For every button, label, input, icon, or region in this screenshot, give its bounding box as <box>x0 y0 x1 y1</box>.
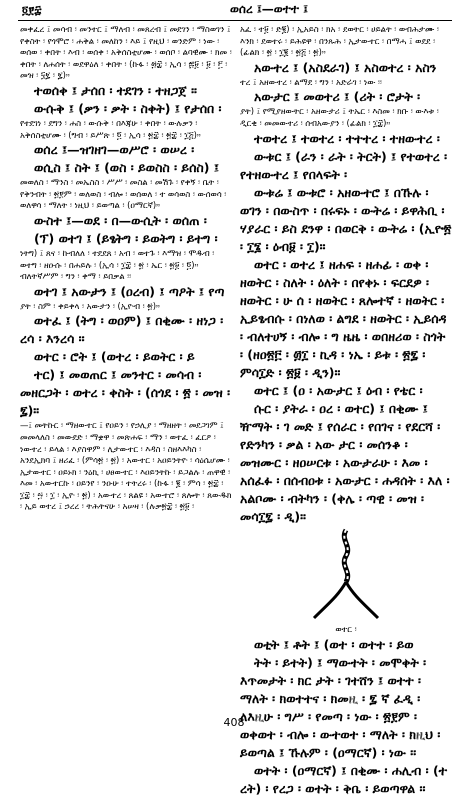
headword-line: አውተረ ፤ (አስደራገ) ፤ አስወተረ ፡ አስን <box>254 59 437 75</box>
definition-text: የተደገነ ፡ ደግን ፡ ሐስ ፡ ውሱቅ ፡ በእጃሁ ፡ ቀበት ፡ ውሉቃን ፡ አቅሰስቲሆሙ ፡ (ግብ ፡ ይሥጽ ፡ ፬ ፡ ኢሳ ፡ ፳፰ ፡ ፳፰ ፡ ፲፭)። <box>20 117 201 140</box>
headword-line: ወቲት ፤ ቶት ፤ (ወተ ፡ ወተተ ፡ ይወ <box>254 636 414 652</box>
headword-line: ወሲስ ፤ ስት ፤ (ወስ ፡ ይወስስ ፡ ይሰስ) ፤ <box>34 160 219 176</box>
definition-text: —፤ መትኩር ፡ ማዘውተር ፤ የዐይን ፡ የኃሊያ ፡ ማዘዘት ፡ መደጋገም ፤ መመላለስ ፡ መውደድ ፡ ማቋዋ ፡ መጽሐፍ ፡ ማን ፡ ወተፈ ፡ ፈርዖ ፡ ነውተረ ፡ ይላል ፡ እያስዋም ፡ ሊታውተር ፡ እዳስ ፡ ስዘእእካስ ፡ አንደኢክባ ፤ ዘሪፈ ፡ (ምሳ፳ ፡ ፳) ፡ አውተር ፡ አዐይንትዮ ፡ ሳዕሴሆሙ ፡ ኢታውተር ፡ ዐይኑክ ፡ ንዕኪ ፡ ሀፀውተር ፡ እዐይንትኩ ፡ ይጋልሉ ፡ ጠዋዊ ፡ እመ ፡ አውተርኩ ፡ ዐይንየ ፡ ንዑሁ ፡ ተትረሩ ፡ (ኩፋ ፡ ፪ ፡ ምሳ ፡ ፳፰ ፡ ፲፰ ፡ ፵ ፡ ፲ ፡ ኢዮ ፡ ፳) ፡ አውተረ ፡ ጸልዩ ፡ አውተሮ ፡ ጸሎት ፡ ጸውዱክ ፡ ኢይ ወተረ ፤ ኃረረ ፡ ትሕትናሁ ፡ አሠዛ ፡ (ሉቃ፳፰ ፡ ፳፱ ፡ <box>20 420 232 512</box>
headword-line: አውታር ፤ መወተሪ ፤ (ሪት ፡ ሮታት ፡ <box>254 89 421 105</box>
headword-line: ወተት ፡ (ዐማርኛ) ፤ በቂሙ ፡ ሐሊብ ፡ (ተ ረት) ፡ የረጋ ፡ ወተት ፡ ቅቤ ፡ ይወጣዋል ፡፡ <box>240 762 448 796</box>
definition-text: መቀፈረ ፤ መሳብ ፡ መንተር ፤ ማለብ ፡ መጸረብ ፤ መደገን ፡ ማስወገን ፤ የቀስት ፡ የጎሞሮ ፡ ሐቅል ፡ መለከን ፡ እይ ፤ የዚህ ፡ ወንድም ፡ ነው ፡ ወሰወ ፡ ቀበት ፡ እብ ፡ ወሰቀ ፡ አቅሰስቲሆሙ ፡ ወሰቦ ፡ ልባዊሙ ፡ ክመ ፡ ቀበት ፡ ለሐሰት ፡ ወደዋዕለ ፡ ቀበት ፡ (ኩፋ ፡ ፴፰ ፡ ኢሳ ፡ ፷፱ ፡ ፱ ፡ ፫ ፡ መዝ ፡ ፶፯ ፡ ፯)። <box>20 24 232 81</box>
header-page-label: ፬፻፰ <box>22 4 42 17</box>
headword-line: ትት ፡ ይተት) ፤ ማውተት ፡ መሞቀት ፡ እጥመታት ፡ ክር ታት ፡ ገተሸን ፤ ወተተ ፡ ማለት ፡ ክወተተና ፡ ክመዚ ፡ ፯ ኛ ፈዲ ፡ ለእዚሁ ፡ ግሥ ፡ የመጣ ፡ ነው ፡ ፳፻ም ፡ ወቀወተ ፡ ብሎ ፡ ውተወተ ፡ ማለት ፡ ክዚህ ፡ ይወጣል ፤ ኹሉም ፡ (ዐማርኛ) ፡ ነው ፡፡ <box>240 654 441 760</box>
definition-text: አፈ ፡ ተ፱ ፡ ድ፪) ፡ ኢአይስ ፡ ክአ ፡ ደወትር ፡ ሀይልት ፡ ወብሕታሙ ፡ እንክ ፡ ደወተሩ ፡ ይሕዩዋ ፡ በንጹሕ ፡ ኢታውተር ፡ በማሓ ፤ ወደደ ፡ (ፊልክ ፡ ፳ ፡ ፲፪ ፡ ፳፭ ፡ ፳)። <box>240 24 439 58</box>
page-number: 408 <box>223 716 245 729</box>
headword-line: ተወተረ ፤ ተወተረ ፡ ተተተረ ፡ ተዘውተረ ፡ <box>254 130 440 146</box>
headword-line: ውቱሬ ፤ ውቱሮ ፡ አዘውተሮ ፤ በኹሉ ፡ ወገን ፡ በውስጥ ፡ በሩፍኑ ፡ ውትሬ ፡ ይዋሕቢ ፡ ሃያራር ፡ ይስ ደንዋ ፡ በወርቅ ፡ ውትሬ ፡ (ኢዮ፳ ፡ ፲፮ ፡ ዕብ፱ ፡ ፲)። <box>240 184 452 254</box>
headword-line: (ፕ) ወተገ ፤ (ይፄትግ ፡ ይወትግ ፡ ይተግ ፡ <box>34 230 218 246</box>
left-column <box>20 24 232 513</box>
headword-line: ተር) ፤ መወጠር ፤ መንተር ፡ መሳብ ፡ መዘርጋት ፡ ወተረ ፡ ቀስት ፡ (ሰጎደ ፡ ፳ ፡ መዝ ፡ ፯)። <box>20 367 231 419</box>
figure-caption: ወተር ፡ <box>335 623 357 634</box>
right-column <box>240 24 452 798</box>
headword-line: ተወሰቀ ፤ ታሰበ ፡ ተደገን ፡ ተዘጋጀ ፡፡ <box>34 82 197 98</box>
definition-text: ያት) ፤ የሚያዘውትር ፡ አዘውታሪ ፤ ትኤር ፡ እስመ ፡ ክቡ ፡ ውእቱ ፡ ዲርቂ ፡ መመውተሪ ፡ ሰብአውያን ፡ (ፊልክ ፡ ፲፰)። <box>240 106 439 128</box>
headword-line: ውስተ ፤—ወደ ፡ በ—ውሲት ፡ ወሰጠ ፡ <box>34 212 207 228</box>
headword-line: ወሰረ ፤—ዝገዘገ—ወሥሮ ፡ ወሠረ ፡ <box>34 142 195 158</box>
running-title: ወሰረ ፤—ወተተ ፤ <box>230 2 309 16</box>
definition-text: መወለስ ፡ ማንስ ፡ መኤስስ ፡ ሥሥ ፡ መስል ፡ መሽጉ ፡ የቀኝ ፡ ቤት ፡ የቅንብት ፡ ፳፻ም ፡ ወለወስ ፡ ብሎ ፡ ወሰወለ ፡ ተ ወሳወስ ፡ ውሰወሳ ፡ ወለዋሳ ፡ ማለት ፡ ነዚህ ፡ ይወጣል ፡ (ዐማርኛ)። <box>20 177 227 211</box>
headword-line: ወተር ፡ ወተረ ፤ ዘሐፍ ፡ ዘሐፊ ፡ ወቀ ፡ ዘወትር ፡ ስለት ፡ ዕለት ፡ በየቀኑ ፡ ፍርደዎ ፡ ዘወትር ፡ ሁ ሰ ፡ ዘወትር ፡ ጸሎተኛ ፡ ዘወትር ፡ ኢይፄብሱ ፡ በነለወ ፡ ልግደ ፡ ዘወትር ፡ ኢይሰዳ ፡ ብለተሀኝ ፡ ብሎ ፡ ግ ዜዜ ፡ ወበዘሪወ ፡ ስጎት ፡ (ዘዐ፳፫ ፡ ፴፲ ፡ ኪዳ ፡ ነኤ ፡ ይቱ ፡ ፳፯ ፡ ምሳ፲ድ ፡ ፳፱ ፡ ዲን)። <box>240 256 447 380</box>
string-figure <box>240 526 452 636</box>
definition-text: ያት ፡ ስም ፡ ቀይቀላ ፡ አውታን ፡ (ኢዮብ ፡ ፳)። <box>20 300 160 311</box>
headword-line: ወተር ፡ ሮት ፤ (ወተረ ፡ ይወትር ፡ ይ <box>34 349 195 365</box>
definition-text: ነትግ) ፤ ጸና ፡ ኩብለለ ፡ ተደደጸ ፡ አብ ፡ ወተጉ ፡ እማዝ ፡ ሞዱብ ፡ ወተግ ፡ ዘዑሱ ፡ በሐይሉ ፡ (ኢሳ ፡ ፲፰ ፡ ፳ ፡ ኤር ፡ ፳፱ ፡ ፬)። ብለትኛሥም ፡ ግን ፡ ቀማ ፡ ይበቃል ፡፡ <box>20 247 215 282</box>
headword-line: ወተገ ፤ አውታን ፤ (ዐረብ) ፤ ጣዖት ፤ የጣ <box>34 283 225 299</box>
headword-line: ወተፈ ፤ (ትግ ፡ ወዐም) ፤ በቂሙ ፡ ዘነጋ ፡ ረሳ ፡ እንረሳ ፡፡ <box>20 313 224 347</box>
definition-text: ተረ ፤ አዘውተረ ፡ ልማደ ፡ ግን ፡ አድራገ ፡ ነው ፡፡ <box>240 76 382 87</box>
headword-line: ውቱር ፤ (ራን ፡ ራት ፡ ትርት) ፤ የተወተረ ፡ የተዘውተረ ፤ የበላፍት ፡ <box>240 148 448 182</box>
headword-line: ሱር ፡ ያትራ ፡ ዐረ ፡ ወተር) ፤ በቂሙ ፤ ዥማት ፡ ገ መድ ፤ የሰራር ፡ የበገና ፡ የደርሻ ፡ የድንካን ፡ ቃል ፡ አው ታር ፡ መሰንቆ ፡ መዝሙር ፡ ዘዐሠርቱ ፡ አውታራሁ ፡ እመ ፡ አሰፈፉ ፡ በሰብዐቱ ፡ አውታር ፡ ሐዳሰት ፡ እለ ፡ አልቦሙ ፡ ብትካን ፡ (ቀሌ ፡ ጣዊ ፡ መዝ ፡ መሳ፲፯ ፡ ዲ)። <box>240 400 450 524</box>
header-rule <box>18 20 452 21</box>
headword-line: ውሱቅ ፤ (ቃን ፡ ቃት ፡ ስቀት) ፤ የታሰበ ፡ <box>34 100 222 116</box>
twisted-string-illustration <box>240 526 452 624</box>
headword-line: ወተር ፤ (ዐ ፡ አውታር ፤ ዕብ ፡ የቴር ፡ <box>254 382 423 398</box>
